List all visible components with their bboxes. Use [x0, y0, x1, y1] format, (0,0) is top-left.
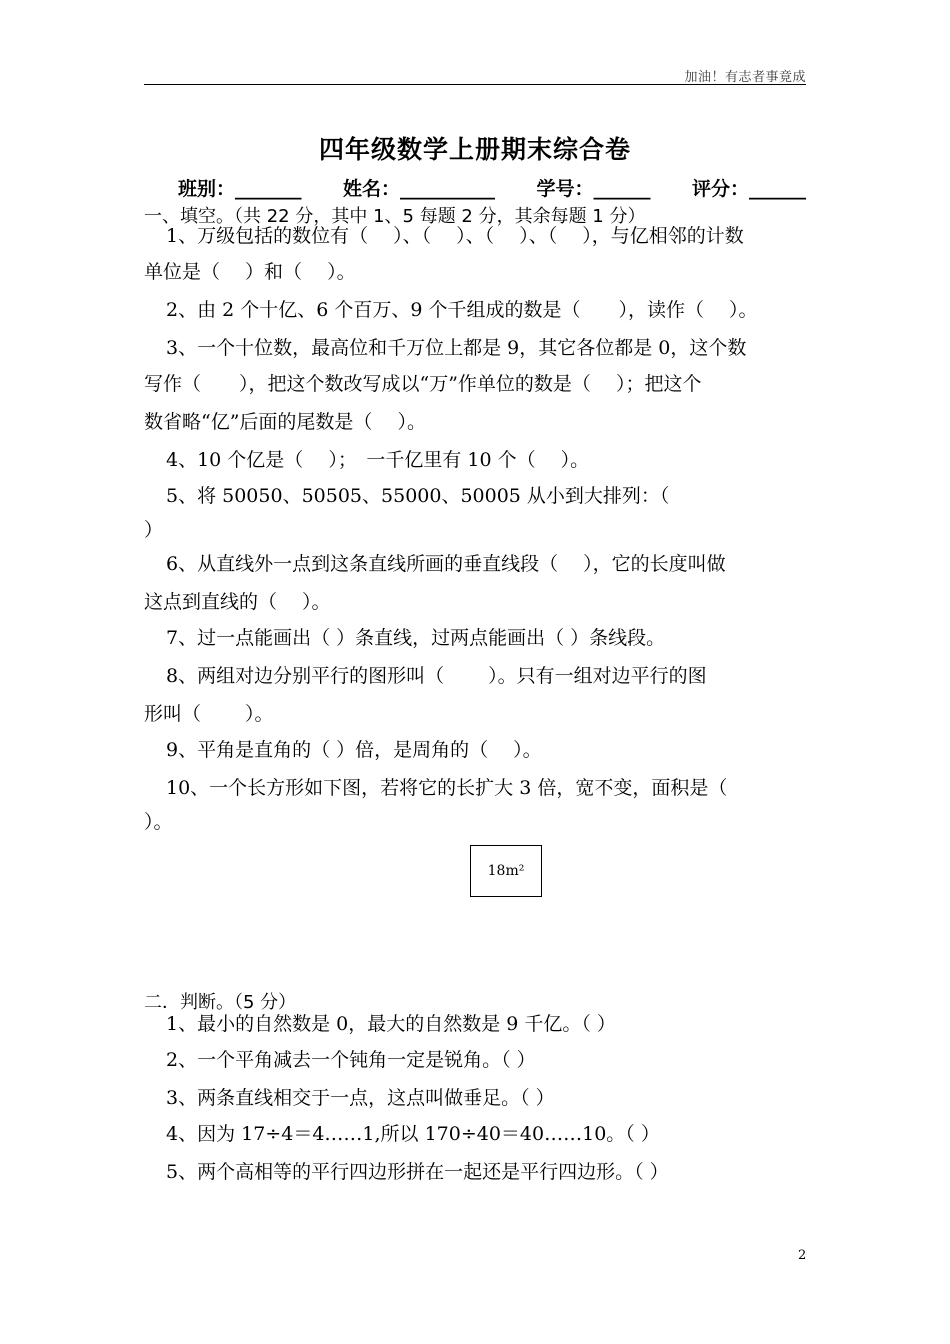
question-line: 7、过一点能画出（ ）条直线，过两点能画出（ ）条线段。	[166, 627, 666, 649]
question-line: 5、将 50050、50505、55000、50005 从小到大排列：（	[166, 485, 670, 507]
class-field-label: 班别：_______	[178, 178, 302, 200]
question-line: ）。	[144, 811, 173, 833]
page-title: 四年级数学上册期末综合卷	[318, 135, 631, 164]
score-field-label: 评分：______	[691, 178, 806, 200]
name-field-label: 姓名：__________	[342, 178, 495, 200]
question-line: 6、从直线外一点到这条直线所画的垂直线段（ ），它的长度叫做	[166, 553, 726, 575]
section1-title: 一、填空。（共 22 分，其中 1、5 每题 2 分，其余每题 1 分）	[144, 206, 646, 227]
question-line: 写作（ ），把这个数改写成以“万”作单位的数是（ ）；把这个	[144, 373, 702, 395]
rectangle-figure	[470, 845, 542, 897]
question-line: 单位是（ ）和（ ）。	[144, 261, 356, 283]
question-line: 2、由 2 个十亿、6 个百万、9 个千组成的数是（ ），读作（ ）。	[166, 299, 758, 321]
rectangle-area-label: 18m²	[487, 863, 525, 879]
section2-title: 二．判断。（5 分）	[144, 992, 297, 1013]
judgement-line: 3、两条直线相交于一点，这点叫做垂足。（ ）	[166, 1087, 555, 1109]
judgement-line: 1、最小的自然数是 0，最大的自然数是 9 千亿。（ ）	[166, 1013, 616, 1035]
number-field-label: 学号：______	[536, 178, 651, 200]
question-line: 10、一个长方形如下图，若将它的长扩大 3 倍，宽不变，面积是（	[166, 777, 728, 799]
question-line: 4、10 个亿是（ ）； 一千亿里有 10 个（ ）。	[166, 449, 590, 471]
question-line: 8、两组对边分别平行的图形叫（ ）。只有一组对边平行的图	[166, 665, 707, 687]
question-line: 这点到直线的（ ）。	[144, 591, 331, 613]
judgement-line: 5、两个高相等的平行四边形拼在一起还是平行四边形。（ ）	[166, 1161, 669, 1183]
question-line: 9、平角是直角的（ ）倍，是周角的（ ）。	[166, 739, 542, 761]
judgement-line: 2、一个平角减去一个钝角一定是锐角。（ ）	[166, 1049, 536, 1071]
student-info-row	[178, 174, 806, 201]
question-line: 1、万级包括的数位有（ ）、（ ）、（ ）、（ ），与亿相邻的计数	[166, 225, 744, 247]
header-motto: 加油！有志者事竟成	[684, 70, 806, 85]
question-line: 数省略“亿”后面的尾数是（ ）。	[144, 411, 426, 433]
header-divider	[144, 84, 806, 85]
judgement-line: 4、因为 17÷4＝4……1,所以 170÷40＝40……10。（ ）	[166, 1123, 660, 1145]
question-line: 3、一个十位数，最高位和千万位上都是 9，其它各位都是 0，这个数	[166, 337, 747, 359]
question-line: 形叫（ ）。	[144, 703, 274, 725]
page-number: 2	[798, 1248, 807, 1263]
question-line: ）	[144, 519, 164, 541]
